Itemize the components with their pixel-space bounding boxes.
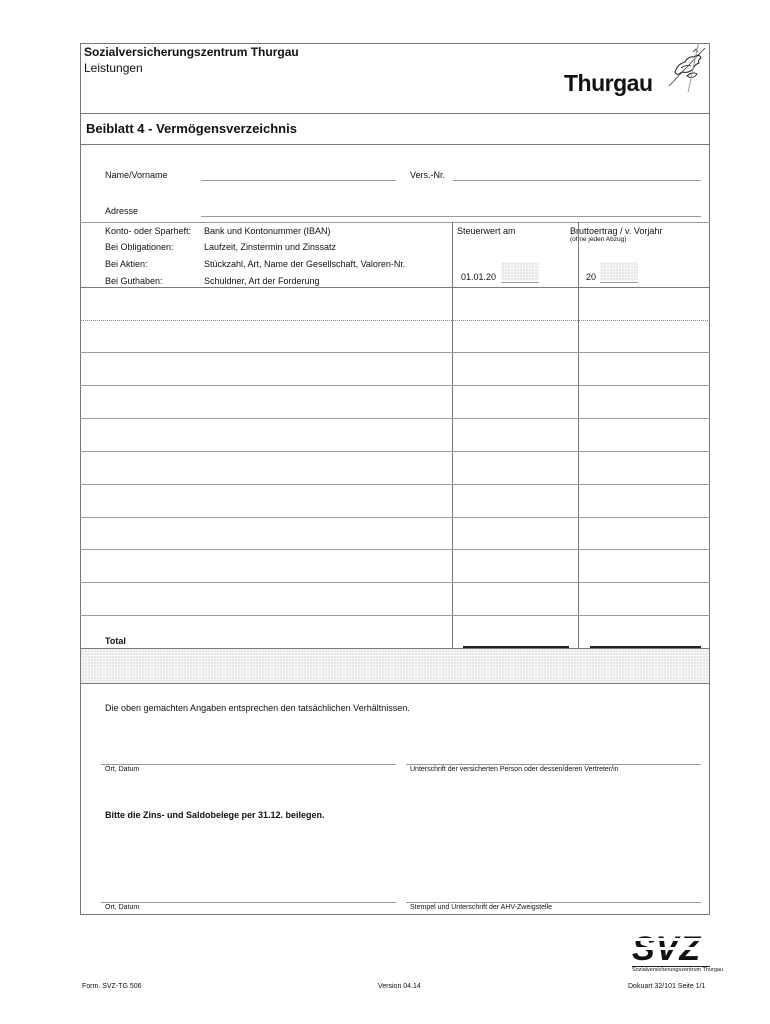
declaration-text: Die oben gemachten Angaben entsprechen den tatsächlichen Verhältnissen. [105, 703, 410, 713]
versnr-field[interactable] [453, 180, 701, 181]
svz-logo-stripe [632, 947, 710, 950]
row-label-konto: Konto- oder Sparheft: [105, 226, 192, 236]
place-date-label-2: Ort, Datum [105, 904, 140, 911]
org-name: Sozialversicherungszentrum Thurgau [84, 45, 299, 59]
table-header-bottom [80, 287, 710, 288]
page-title: Beiblatt 4 - Vermögensverzeichnis [86, 121, 297, 136]
department: Leistungen [84, 61, 143, 75]
table-top-line [80, 222, 710, 223]
signature-label-1: Unterschrift der versicherten Person oder dessen/deren Vertreter/in [410, 766, 619, 773]
table-row[interactable] [80, 385, 710, 386]
row-desc-konto: Bank und Kontonummer (IBAN) [204, 226, 331, 236]
col-steuerwert-header: Steuerwert am [457, 226, 516, 236]
ertrag-year-field[interactable] [600, 262, 638, 281]
band-top [80, 648, 710, 649]
row-desc-guthaben: Schuldner, Art der Forderung [204, 276, 320, 286]
row-label-guthaben: Bei Guthaben: [105, 276, 163, 286]
table-row[interactable] [80, 549, 710, 550]
name-field[interactable] [201, 180, 396, 181]
adresse-label: Adresse [105, 206, 139, 216]
place-date-label-1: Ort, Datum [105, 766, 140, 773]
band-bottom [80, 683, 710, 684]
table-row[interactable] [80, 418, 710, 419]
col-ertrag-note: (ohne jeden Abzug) [570, 236, 627, 243]
stamp-field[interactable] [406, 902, 701, 903]
table-row[interactable] [80, 582, 710, 583]
row-label-obligationen: Bei Obligationen: [105, 242, 174, 252]
row-desc-obligationen: Laufzeit, Zinstermin und Zinssatz [204, 242, 337, 252]
shaded-separator [81, 648, 709, 683]
steuerwert-year-field[interactable] [501, 262, 539, 281]
signature-field-1[interactable] [406, 764, 701, 765]
table-row[interactable] [80, 484, 710, 485]
col-steuerwert-date: 01.01.20 [461, 272, 497, 282]
row-desc-aktien: Stückzahl, Art, Name der Gesellschaft, Valoren-Nr. [204, 259, 406, 269]
row-label-aktien: Bei Aktien: [105, 259, 148, 269]
title-divider [80, 144, 710, 145]
table-row[interactable] [80, 451, 710, 452]
place-date-field-2[interactable] [101, 902, 396, 903]
footer-form-number: Form. SVZ-TG 506 [82, 983, 142, 990]
ertrag-year-underline [600, 282, 638, 283]
versnr-label: Vers.-Nr. [410, 170, 446, 180]
steuerwert-year-underline [501, 282, 539, 283]
form-frame [80, 43, 710, 915]
table-row[interactable] [80, 320, 710, 321]
header-divider [80, 113, 710, 114]
col-ertrag-year: 20 [586, 272, 597, 282]
footer-dokuart: Dokuart 32/101 Seite 1/1 [628, 983, 706, 990]
table-row[interactable] [80, 517, 710, 518]
total-label: Total [105, 636, 126, 646]
footer-version: Version 04.14 [378, 983, 421, 990]
col-divider-2 [578, 222, 579, 648]
thurgau-logo-text: Thurgau [564, 70, 653, 96]
svz-logo-subtitle: Sozialversicherungszentrum Thurgau [632, 967, 723, 973]
svz-logo-stripe [632, 938, 710, 941]
place-date-field-1[interactable] [101, 764, 396, 765]
col-divider-1 [452, 222, 453, 648]
col-ertrag-header: Bruttoertrag / v. Vorjahr [570, 226, 663, 236]
adresse-field[interactable] [201, 216, 701, 217]
table-row[interactable] [80, 615, 710, 616]
reminder-text: Bitte die Zins- und Saldobelege per 31.12. beilegen. [105, 810, 325, 820]
svz-logo: SVZ [632, 930, 702, 968]
table-row[interactable] [80, 352, 710, 353]
stamp-label: Stempel und Unterschrift der AHV-Zweigstelle [410, 904, 553, 911]
name-label: Name/Vorname [105, 170, 168, 180]
